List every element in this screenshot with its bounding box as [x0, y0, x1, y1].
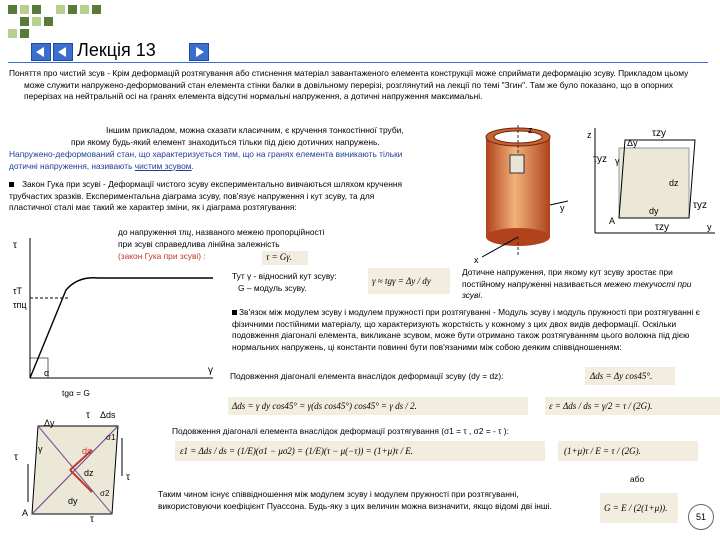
bullet — [9, 182, 14, 187]
diag-dy: dy — [68, 496, 78, 506]
diag-gamma: γ — [38, 444, 43, 454]
tube-x-label: x — [474, 255, 479, 265]
g-result-formula: G = E / (2(1+μ)). — [604, 503, 668, 513]
deco-square — [56, 5, 65, 14]
yield-limit-term: межею текучості при зсуві — [462, 278, 692, 301]
relationship-paragraph: Зв'язок між модулем зсуву і модулем пружності при розтягуванні - Модуль зсуву і модуль пружності при розтягуванні є фізичними постійними матеріалу, що характеризують жорсткість у кожному з цих двох видів деформації. Оскільки подовження діагоналі елемента, викликане зсувом, може бути отримано також розтягуванням цього волокна під дією нормальних напружень, ці константи повинні бути пов'язаними між собою деяким співвідношенням: — [232, 307, 700, 352]
or-text: або — [630, 474, 645, 484]
tube-z-label: z — [528, 125, 533, 135]
first-slide-button[interactable] — [31, 43, 51, 61]
deco-square — [20, 5, 29, 14]
deco-square — [20, 29, 29, 38]
tau-zy-bottom-label: τzy — [655, 222, 669, 233]
diag-tau-bottom: τ — [90, 514, 94, 524]
shear-elongation-text: Подовження діагоналі елемента внаслідок деформації зсуву (dy = dz): — [230, 371, 504, 381]
deco-square — [8, 5, 17, 14]
shear-stress-strain-diagram — [8, 228, 223, 388]
dy-label: dy — [649, 206, 659, 216]
delta-ds-formula: Δds = Δy cos45°. — [590, 371, 653, 381]
example-text: Іншим прикладом, можна сказати класичним, є кручення тонкостінної труби, — [106, 125, 404, 135]
tau-yz-label: τyz — [593, 154, 607, 165]
tau-zy-label: τzy — [652, 128, 666, 139]
tau-T-label: τT — [13, 286, 23, 296]
tension-elongation-text: Подовження діагоналі елемента внаслідок деформації розтягування (σ1 = τ , σ2 = - τ ): — [172, 426, 509, 436]
diag-tau-top: τ — [86, 410, 90, 421]
diag-A: A — [22, 508, 29, 518]
linear-relation-text: при зсуві справедлива лінійна залежність — [118, 239, 280, 249]
intro-paragraph — [9, 68, 705, 103]
dz-label: dz — [669, 178, 679, 188]
tg-alpha-label: tgα = G — [62, 388, 90, 398]
alpha-label: α — [44, 368, 50, 378]
page-title: Лекція 13 — [77, 40, 156, 60]
tube-y-label: y — [560, 203, 565, 213]
conclusion-paragraph: Таким чином існує співвідношення між модулем зсуву і модулем пружності при розтягуванні, використовуючи коефіцієнт Пуассона. Будь-яку з цих величин можна визначити, якщо відомі дві інші. — [158, 489, 552, 511]
proportional-limit-text: до напруження τпц, названого межею пропорційності — [118, 227, 325, 237]
bullet — [232, 310, 237, 315]
axis-tau-label: τ — [13, 240, 17, 251]
A-label: A — [609, 216, 616, 226]
deco-square — [44, 17, 53, 26]
gamma-formula: γ ≈ tgγ = Δy / dy — [372, 276, 431, 286]
pure-shear-definition: Напружено-деформований стан, що характеризується тим, що на гранях елемента виникають тільки дотичні напруження, називають чистим зсувом. — [9, 149, 403, 171]
diag-delta-ds: Δds — [100, 410, 116, 420]
tau-pr-label: τпц — [13, 300, 27, 310]
prev-slide-button[interactable] — [53, 43, 73, 61]
page-number-badge: 51 — [688, 504, 714, 530]
deco-square — [92, 5, 101, 14]
diagonal-element-figure — [8, 404, 158, 524]
example-text-2: при якому будь-який елемент знаходиться тільки під дією дотичних напружень. — [71, 137, 380, 147]
hooke-law-paragraph: Закон Гука при зсуві - Деформації чистого зсуву експериментально вивчаються шляхом кручення трубчастих зразків. Експериментальна діаграма зсуву, пов'язує напруження і кут зсуву, та для пластичної сталі має такий же характер зміни, як і діаграма розтягування: — [9, 179, 402, 213]
next-slide-button[interactable] — [189, 43, 209, 61]
elem-y-label: y — [707, 222, 712, 232]
strain-formula: ε = Δds / ds = γ/2 = τ / (2G). — [549, 401, 653, 411]
compare-formula: (1+μ)τ / E = τ / (2G). — [564, 446, 641, 456]
shear-elongation-formula: Δds = γ dy cos45° = γ(ds cos45°) cos45° = γ ds / 2. — [232, 401, 417, 411]
tension-formula: ε1 = Δds / ds = (1/E)(σ1 − μσ2) = (1/E)(τ − μ(−τ)) = (1+μ)τ / E. — [180, 446, 414, 456]
diag-dz: dz — [84, 468, 94, 478]
diag-sigma2: σ2 — [100, 489, 110, 498]
tau-yz-right-label: τyz — [693, 200, 707, 211]
yield-limit-text: Дотичне напруження, при якому кут зсуву зростає при постійному напруженні називається межею текучості при зсуві. — [462, 267, 692, 301]
diag-ds: ds — [82, 446, 92, 456]
diag-delta-y: Δy — [44, 418, 55, 428]
deco-square — [80, 5, 89, 14]
delta-y-label: Δy — [627, 138, 638, 148]
elem-z-label: z — [587, 130, 592, 140]
intro-text: Поняття про чистий зсув - Крім деформацій розтягування або стиснення матеріал завантаженого елемента конструкції може сприймати деформацію зсуву. Прикладом цьому може служити напружено-деформований стан елемента стінки балки в довільному перерізі, розглянутий на лекції по темі "Згин". Там же було показано, що в опорних перерізах на нейтральній осі на гранях елемента відсутні нормальні напруження, а дотичні напруження максимальні. — [9, 68, 689, 102]
deco-square — [8, 29, 17, 38]
deco-square — [32, 17, 41, 26]
torsion-tube-figure — [470, 125, 570, 265]
header-rule — [8, 62, 708, 63]
axis-gamma-label: γ — [208, 365, 213, 376]
deco-square — [20, 17, 29, 26]
hooke-formula: τ = Gγ. — [266, 252, 293, 262]
pure-shear-term: чистим зсувом — [134, 160, 192, 171]
shear-element-figure — [585, 128, 717, 238]
gamma-definition: Тут γ - відносний кут зсуву: G – модуль зсуву. — [232, 271, 337, 293]
gamma-label: γ — [615, 156, 620, 166]
diag-tau-left: τ — [14, 452, 18, 463]
deco-square — [68, 5, 77, 14]
hooke-law-label: (закон Гука при зсуві) : — [118, 251, 206, 261]
diag-tau-right: τ — [126, 472, 130, 483]
deco-square — [32, 5, 41, 14]
diag-sigma1: σ1 — [106, 433, 116, 442]
